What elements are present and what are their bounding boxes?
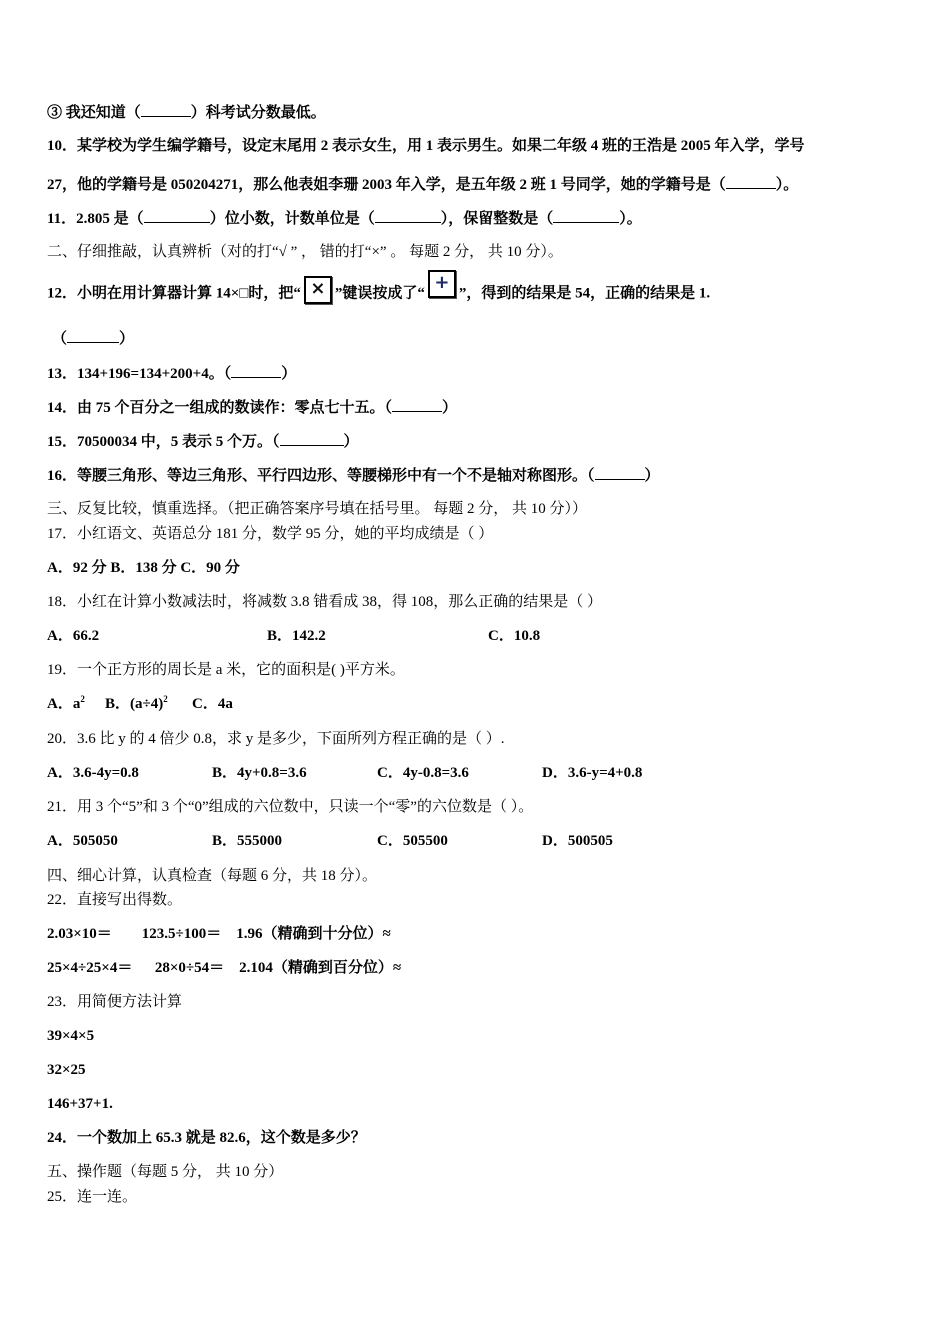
question-25: 25．连一连。 <box>47 1189 138 1205</box>
question-23-item-1: 39×4×5 <box>47 1028 95 1044</box>
question-10-line-2 <box>47 174 798 195</box>
question-20-option-d[interactable]: D．3.6-y=4+0.8 <box>542 765 643 781</box>
question-19-option-a[interactable] <box>47 694 85 714</box>
question-22: 22．直接写出得数。 <box>47 892 183 908</box>
question-16 <box>47 465 660 486</box>
question-18-option-a[interactable]: A．66.2 <box>47 628 100 644</box>
text: ）科考试分数最低。 <box>190 105 326 121</box>
superscript: 2 <box>80 694 85 704</box>
text: 14．由 75 个百分之一组成的数读作：零点七十五。（ <box>47 400 393 416</box>
question-19: 19．一个正方形的周长是 a 米，它的面积是( )平方米。 <box>47 662 405 678</box>
answer-blank-rounded[interactable] <box>553 208 619 223</box>
section-2-heading: 二、仔细推敲，认真辨析（对的打“√ ” ， 错的打“×” 。 每题 2 分， 共 10 分）。 <box>47 244 563 260</box>
section-4-heading: 四、细心计算，认真检查（每题 6 分，共 18 分）。 <box>47 868 378 884</box>
text: ③ 我还知道（ <box>47 105 141 121</box>
question-21-option-a[interactable]: A．505050 <box>47 833 118 849</box>
question-15 <box>47 431 359 452</box>
text: 11．2.805 是（ <box>47 211 144 227</box>
answer-blank[interactable] <box>231 363 281 378</box>
question-21-option-d[interactable]: D．500505 <box>542 833 613 849</box>
text: 12．小明在用计算器计算 14×□时，把“ <box>47 285 301 302</box>
question-21-option-c[interactable]: C．505500 <box>377 833 448 849</box>
text: 15．70500034 中，5 表示 5 个万。（ <box>47 434 280 450</box>
question-22-row-1: 2.03×10＝ 123.5÷100＝ 1.96（精确到十分位）≈ <box>47 926 391 942</box>
question-18: 18．小红在计算小数减法时，将减数 3.8 错看成 38，得 108，那么正确的结果是（ ） <box>47 594 603 610</box>
plus-key-icon: + <box>428 270 456 298</box>
text: ） <box>281 366 297 382</box>
question-19-option-b[interactable] <box>105 694 168 714</box>
text: 13．134+196=134+200+4。（ <box>47 366 232 382</box>
answer-blank[interactable] <box>595 465 645 480</box>
text: ） <box>442 400 458 416</box>
text: ”键误按成了“ <box>334 285 425 302</box>
question-18-option-c[interactable]: C．10.8 <box>488 628 541 644</box>
question-10-line-1: 10．某学校为学生编学籍号，设定末尾用 2 表示女生，用 1 表示男生。如果二年级 4 班的王浩是 2005 年入学，学号 <box>47 138 805 154</box>
answer-blank[interactable] <box>141 102 191 117</box>
text: B．(a÷4) <box>105 696 164 712</box>
text: ”，得到的结果是 54，正确的结果是 1. <box>458 285 711 302</box>
text: ）位小数，计数单位是（ <box>209 211 375 227</box>
question-21-option-b[interactable]: B．555000 <box>212 833 283 849</box>
answer-blank-digits[interactable] <box>144 208 210 223</box>
text: 27，他的学籍号是 050204271，那么他表姐李珊 2003 年入学，是五年级 2 班 1 号同学，她的学籍号是（ <box>47 177 726 193</box>
question-20-option-a[interactable]: A．3.6-4y=0.8 <box>47 765 139 781</box>
text: ）。 <box>775 177 799 193</box>
question-21: 21．用 3 个“5”和 3 个“0”组成的六位数中，只读一个“零”的六位数是（ ）。 <box>47 799 534 815</box>
question-23-item-2: 32×25 <box>47 1062 86 1078</box>
text: ） <box>119 331 135 347</box>
text: ） <box>343 434 359 450</box>
question-20: 20．3.6 比 y 的 4 倍少 0.8，求 y 是多少，下面所列方程正确的是（ ）. <box>47 731 505 747</box>
text: ） <box>644 468 660 484</box>
question-19-option-c[interactable]: C．4a <box>192 696 233 712</box>
answer-blank[interactable] <box>392 397 442 412</box>
section-3-heading: 三、反复比较，慎重选择。（把正确答案序号填在括号里。 每题 2 分， 共 10 分）） <box>47 501 588 517</box>
text: （ <box>52 331 68 347</box>
question-12 <box>47 272 711 308</box>
question-9-part-3 <box>47 102 326 123</box>
superscript: 2 <box>163 694 168 704</box>
question-17-options: A．92 分 B．138 分 C．90 分 <box>47 560 240 576</box>
question-23: 23．用简便方法计算 <box>47 994 183 1010</box>
question-14 <box>47 397 457 418</box>
text: ），保留整数是（ <box>440 211 554 227</box>
question-22-row-2: 25×4÷25×4＝ 28×0÷54＝ 2.104（精确到百分位）≈ <box>47 960 402 976</box>
question-18-option-b[interactable]: B．142.2 <box>267 628 326 644</box>
answer-blank-unit[interactable] <box>375 208 441 223</box>
text: A．a <box>47 696 81 712</box>
question-11 <box>47 208 642 229</box>
question-20-option-b[interactable]: B．4y+0.8=3.6 <box>212 765 307 781</box>
section-5-heading: 五、操作题（每题 5 分， 共 10 分） <box>47 1164 284 1180</box>
answer-blank[interactable] <box>280 431 344 446</box>
question-24: 24．一个数加上 65.3 就是 82.6，这个数是多少？ <box>47 1130 366 1146</box>
multiply-key-icon: × <box>304 276 332 304</box>
question-13 <box>47 363 296 384</box>
question-23-item-3: 146+37+1. <box>47 1096 113 1112</box>
answer-blank[interactable] <box>726 174 776 189</box>
question-17: 17．小红语文、英语总分 181 分，数学 95 分，她的平均成绩是（ ） <box>47 526 494 542</box>
question-20-option-c[interactable]: C．4y-0.8=3.6 <box>377 765 469 781</box>
text: 16．等腰三角形、等边三角形、平行四边形、等腰梯形中有一个不是轴对称图形。（ <box>47 468 595 484</box>
text: ）。 <box>619 211 642 227</box>
question-12-answer <box>52 328 134 349</box>
answer-blank[interactable] <box>67 328 119 343</box>
